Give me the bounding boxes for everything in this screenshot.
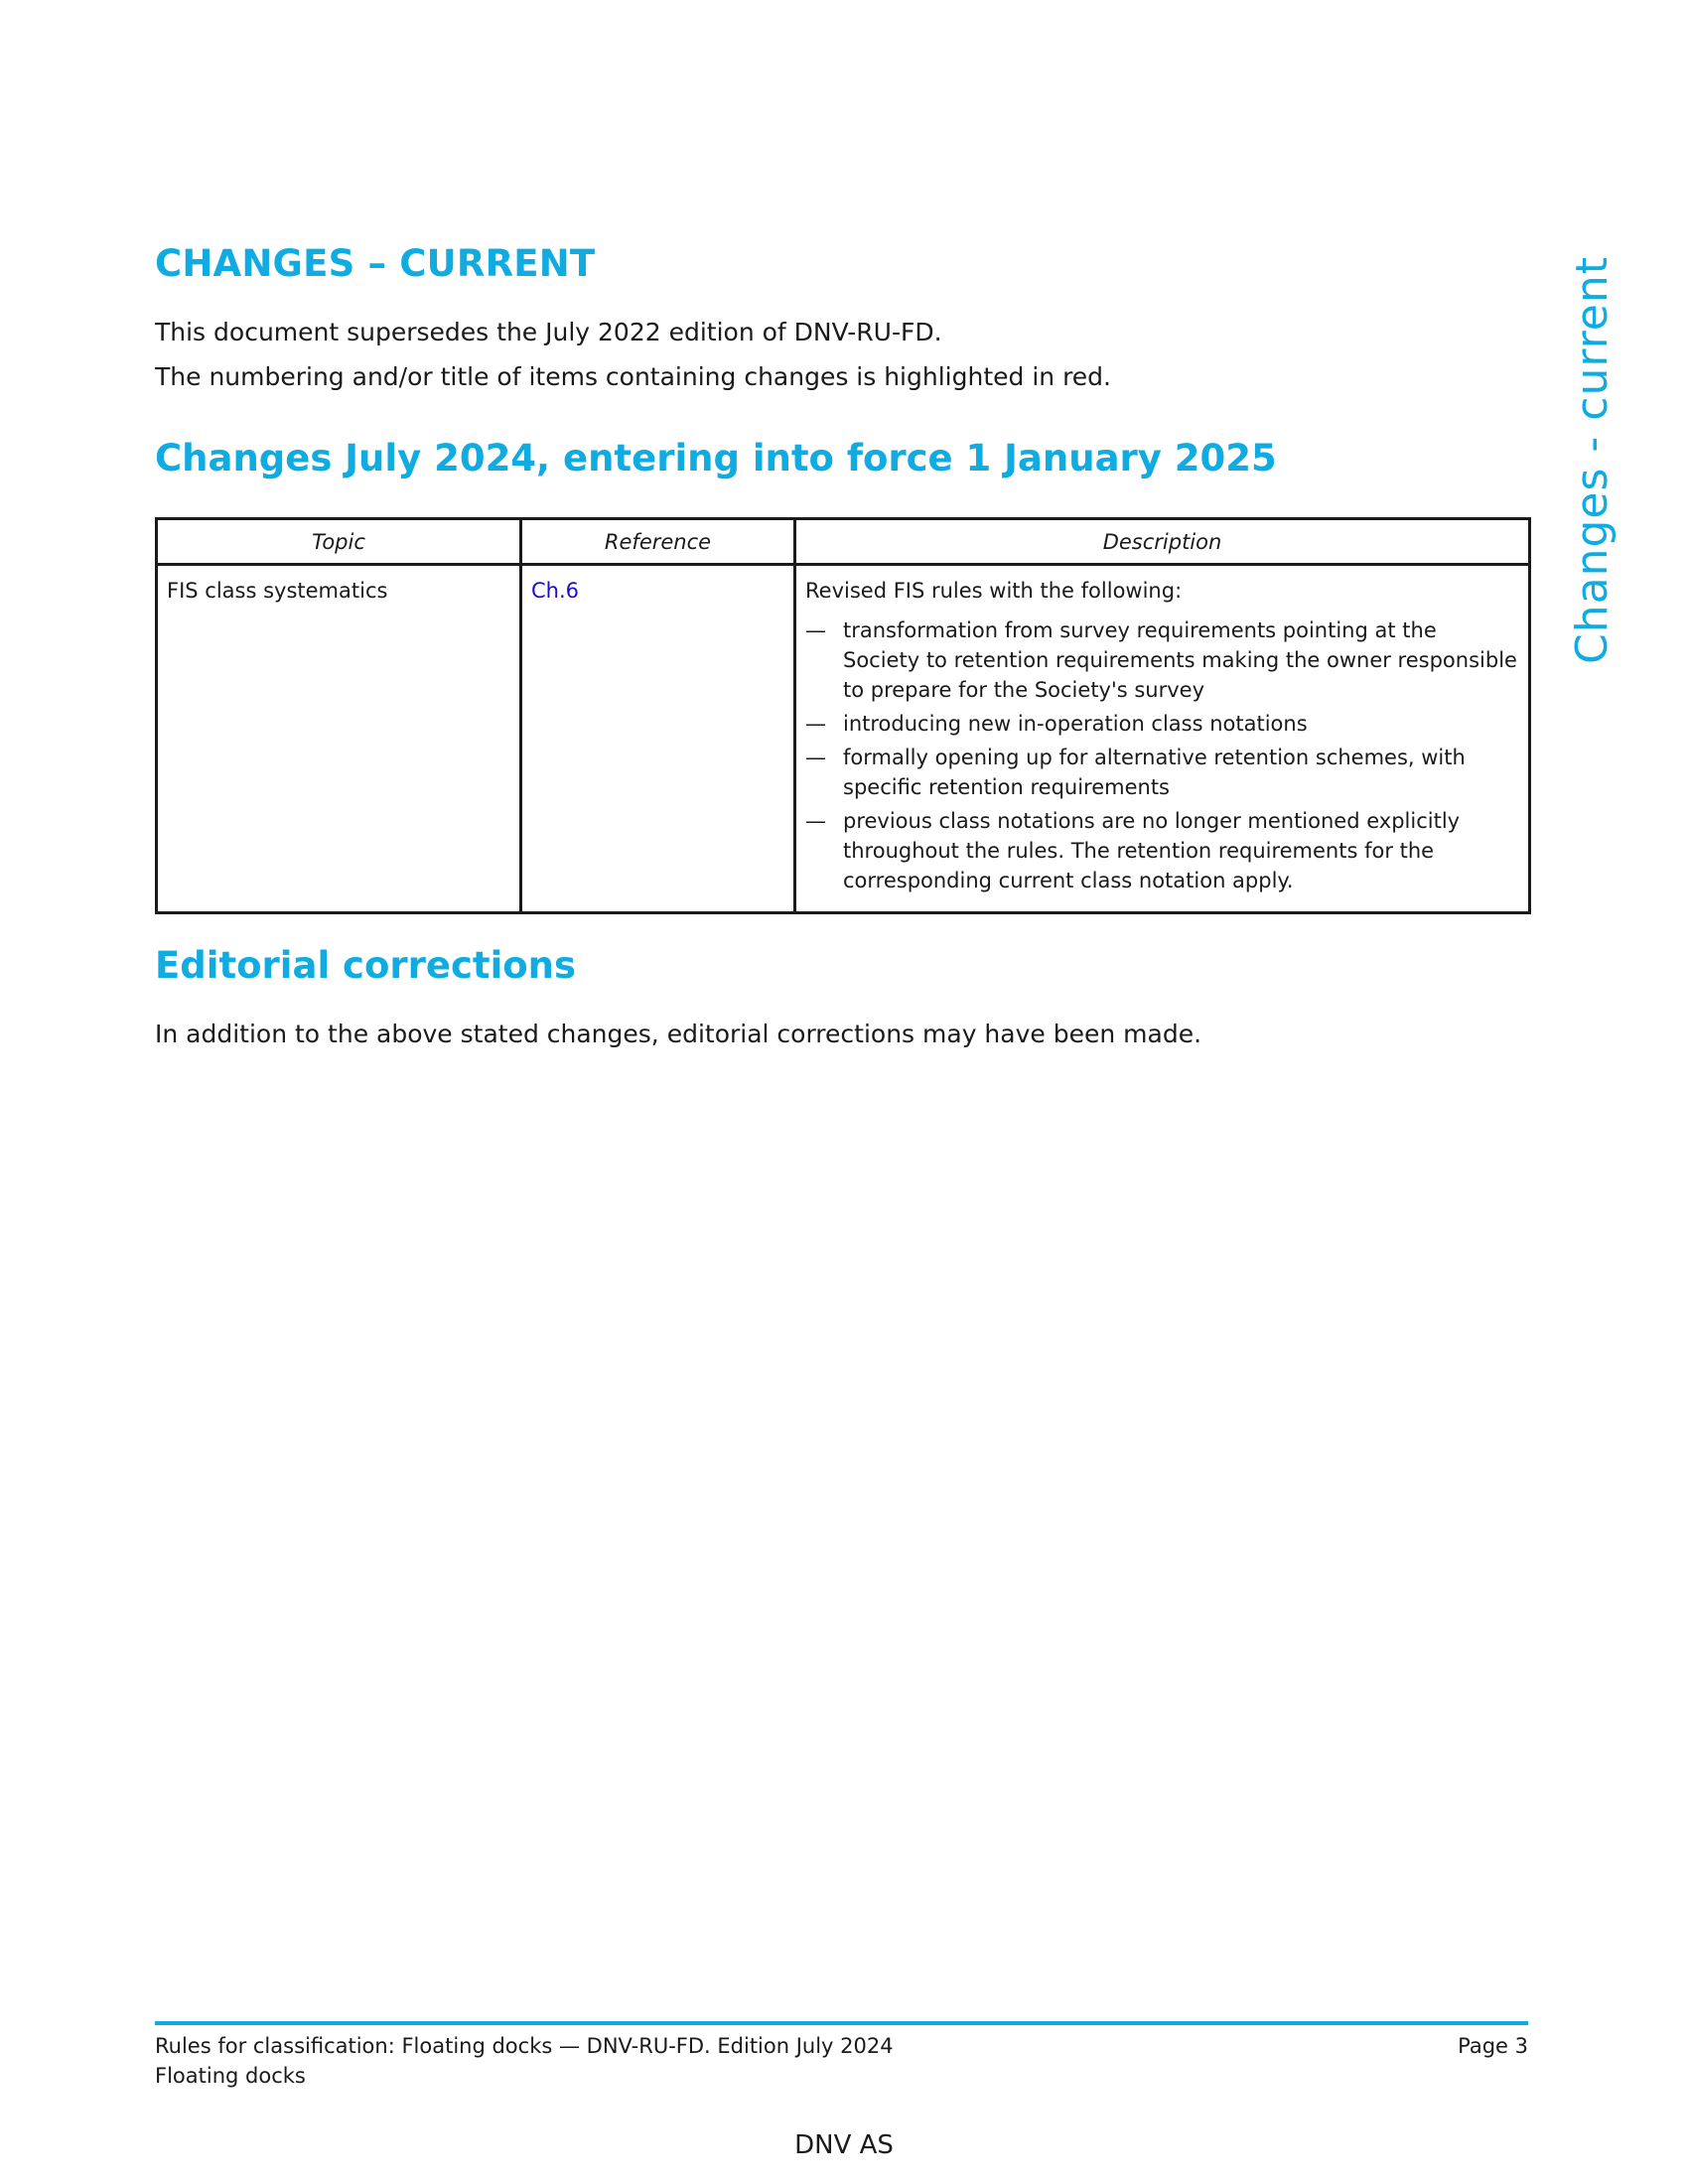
bullet-text: previous class notations are no longer mentioned explicitly throughout the rules. The retention requirements for the corresponding current class notation apply. (843, 809, 1461, 892)
bullet-text: formally opening up for alternative retention schemes, with specific retention requirements (843, 746, 1466, 799)
company-name: DNV AS (794, 2130, 894, 2160)
intro-line-1: This document supersedes the July 2022 edition of DNV-RU-FD. (155, 318, 942, 346)
column-header-topic: Topic (157, 519, 521, 565)
list-item (805, 615, 1519, 705)
changes-heading: Changes July 2024, entering into force 1 January 2025 (155, 437, 1277, 479)
dash-bullet-icon: — (805, 712, 826, 736)
footer-divider (155, 2021, 1528, 2025)
column-header-reference: Reference (521, 519, 795, 565)
changes-table (155, 517, 1531, 914)
footer-document-info (155, 2031, 894, 2091)
list-item (805, 709, 1519, 739)
table-header-row (157, 519, 1530, 565)
page-heading: CHANGES – CURRENT (155, 242, 596, 285)
editorial-text: In addition to the above stated changes, editorial corrections may have been made. (155, 1020, 1202, 1048)
footer-title: Rules for classification: Floating docks — DNV-RU-FD. Edition July 2024 (155, 2034, 894, 2058)
description-intro: Revised FIS rules with the following: (805, 579, 1183, 603)
reference-cell (521, 565, 795, 913)
dash-bullet-icon: — (805, 809, 826, 833)
side-section-label-text: Changes - current (1566, 255, 1618, 664)
list-item (805, 743, 1519, 802)
page-number: Page 3 (1458, 2034, 1528, 2058)
topic-cell: FIS class systematics (157, 565, 521, 913)
bullet-text: transformation from survey requirements pointing at the Society to retention requirements making the owner responsible to prepare for the Society's survey (843, 618, 1517, 702)
side-section-label (1565, 256, 1618, 663)
intro-line-2: The numbering and/or title of items containing changes is highlighted in red. (155, 362, 1111, 391)
column-header-description: Description (795, 519, 1530, 565)
dash-bullet-icon: — (805, 618, 826, 642)
dash-bullet-icon: — (805, 746, 826, 769)
bullet-text: introducing new in-operation class notations (843, 712, 1308, 736)
footer-subtitle: Floating docks (155, 2064, 306, 2088)
description-cell (795, 565, 1530, 913)
editorial-heading: Editorial corrections (155, 944, 577, 987)
table-row (157, 565, 1530, 913)
list-item (805, 806, 1519, 895)
reference-link-ch6[interactable]: Ch.6 (531, 579, 580, 603)
description-bullet-list (805, 615, 1519, 895)
